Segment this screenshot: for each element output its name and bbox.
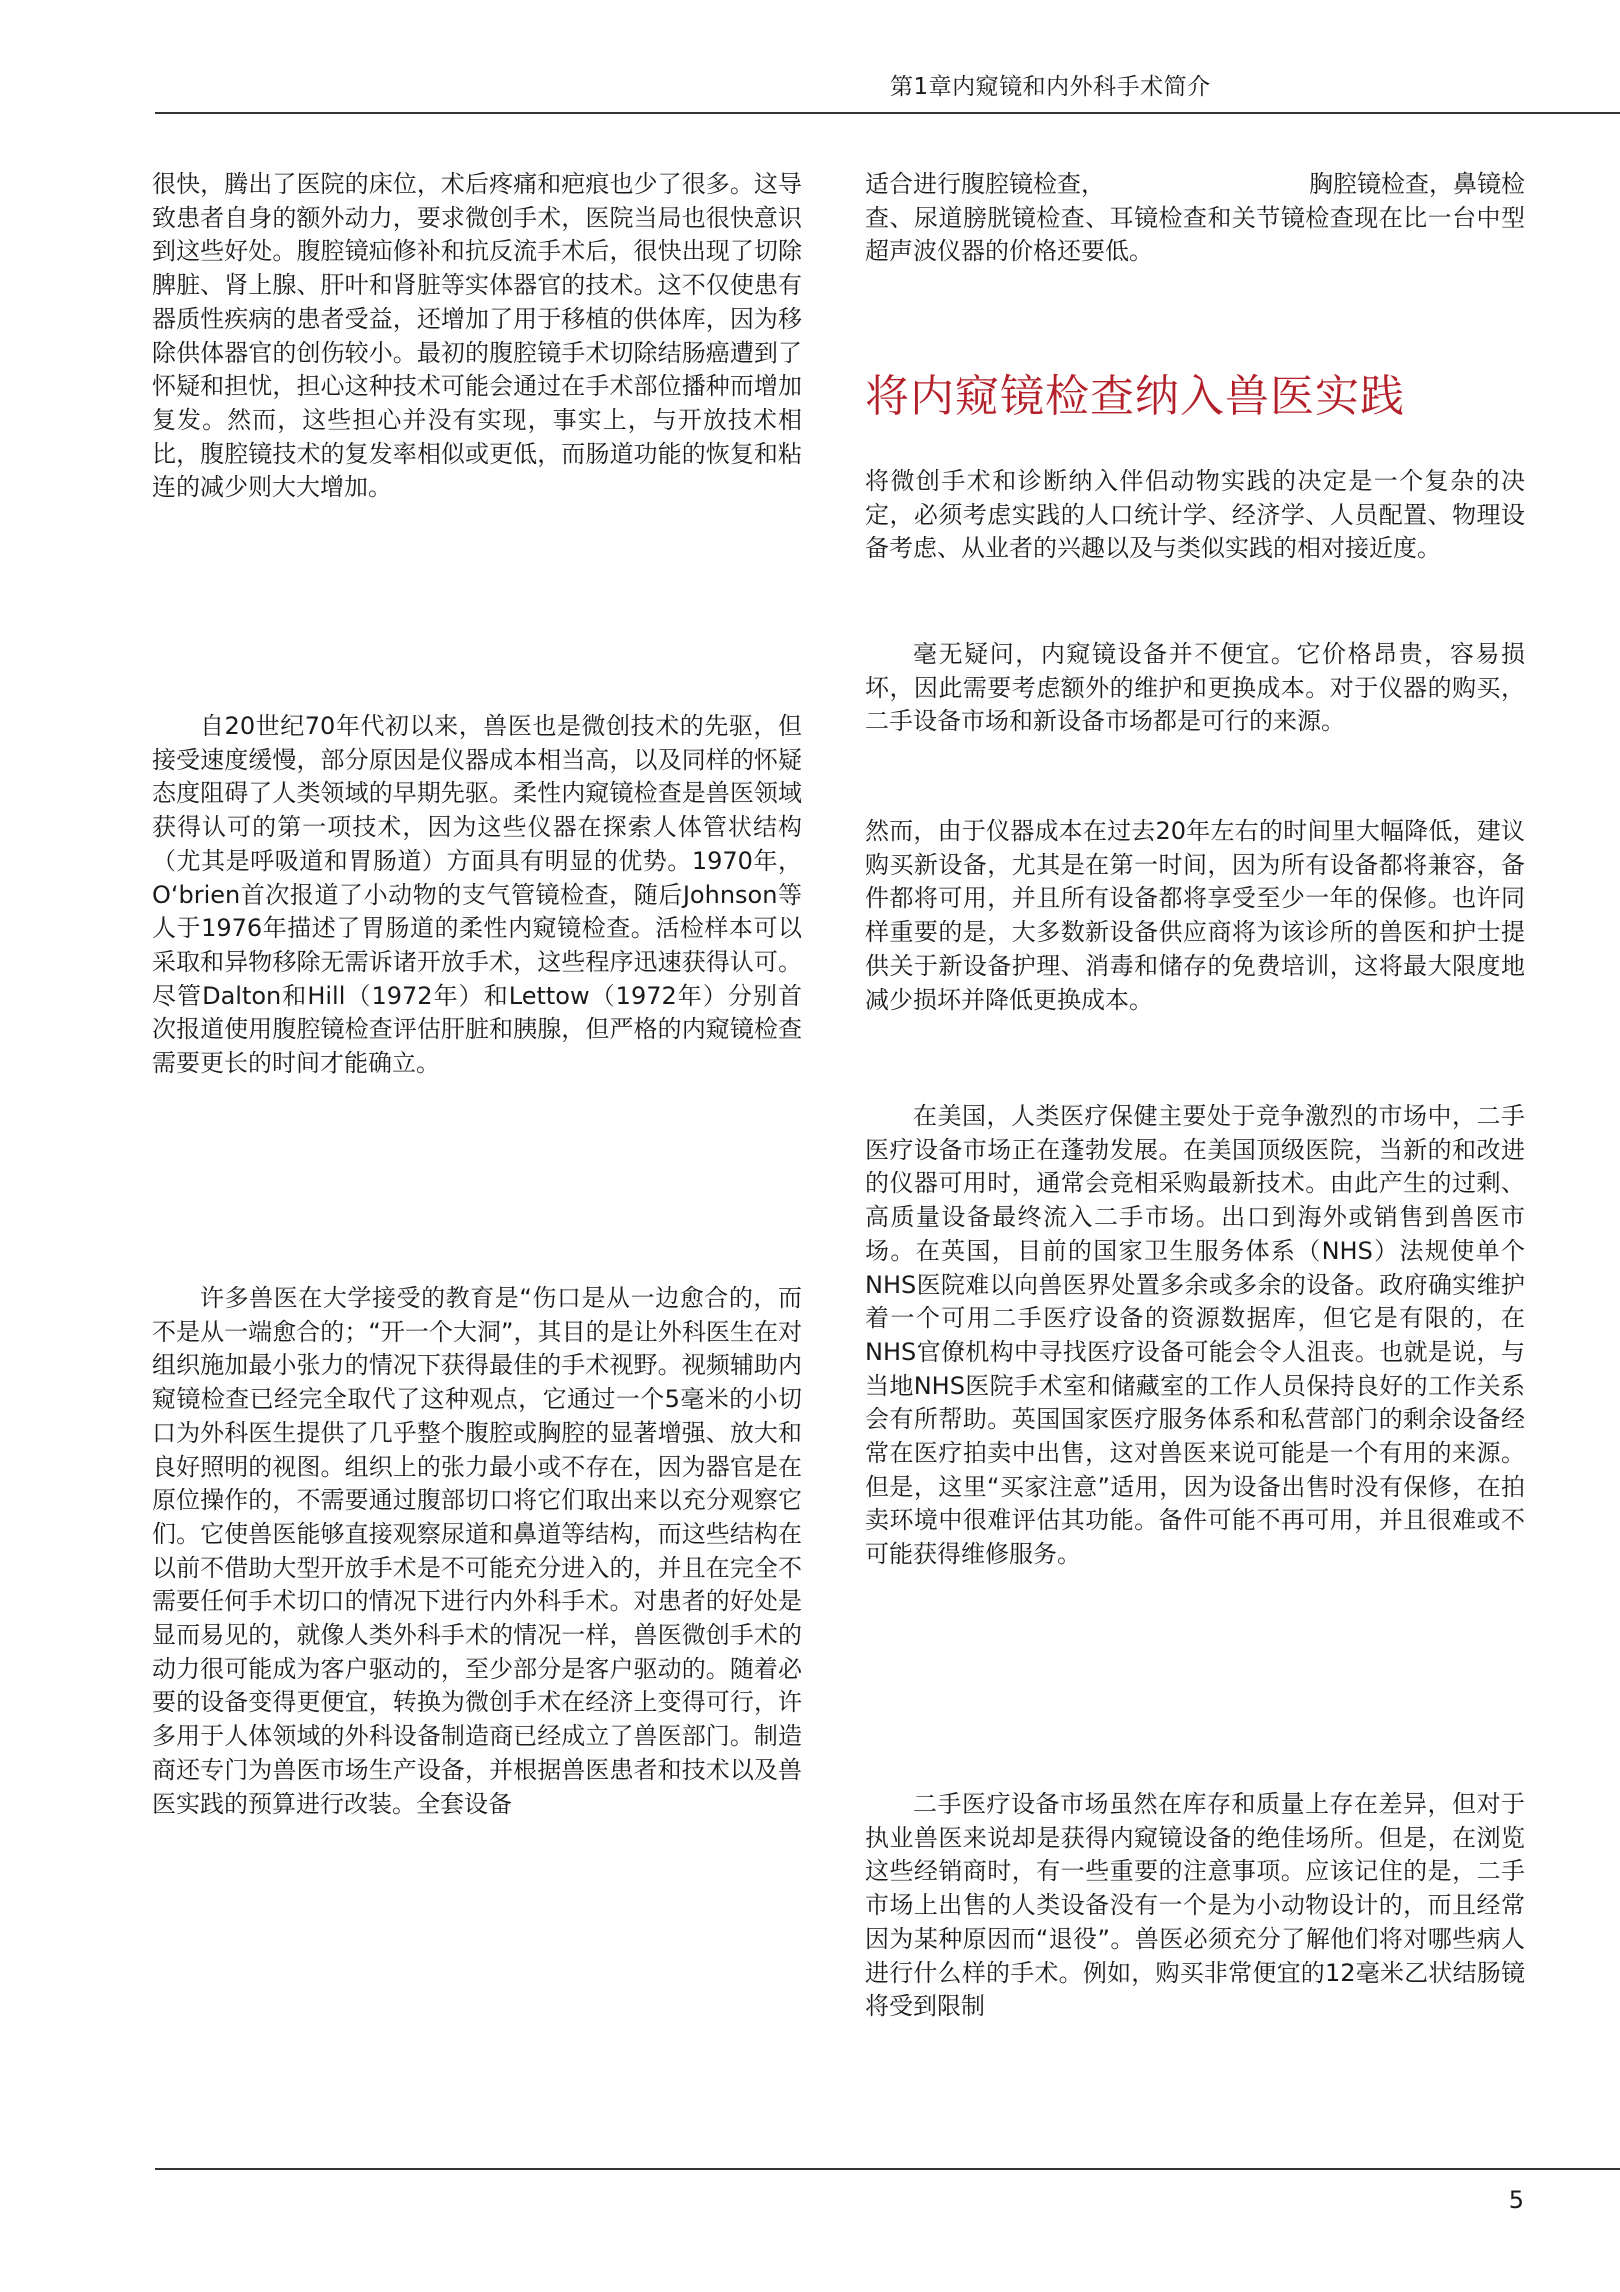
right-paragraph-4: 在美国，人类医疗保健主要处于竞争激烈的市场中，二手医疗设备市场正在蓬勃发展。在美国顶级医院，当新的和改进的仪器可用时，通常会竞相采购最新技术。由此产生的过剩、高质量设备最终流入二手市场。出口到海外或销售到兽医市场。在英国，目前的国家卫生服务体系（NHS）法规使单个NHS医院难以向兽医界处置多余或多余的设备。政府确实维护着一个可用二手医疗设备的资源数据库，但它是有限的，在NHS官僚机构中寻找医疗设备可能会令人沮丧。也就是说，与当地NHS医院手术室和储藏室的工作人员保持良好的工作关系会有所帮助。英国国家医疗服务体系和私营部门的剩余设备经常在医疗拍卖中出售，这对兽医来说可能是一个有用的来源。但是，这里“买家注意”适用，因为设备出售时没有保修，在拍卖环境中很难评估其功能。备件可能不再可用，并且很难或不可能获得维修服务。 <box>865 1102 1525 1569</box>
left-paragraph-2: 自20世纪70年代初以来，兽医也是微创技术的先驱，但接受速度缓慢，部分原因是仪器成本相当高，以及同样的怀疑态度阻碍了人类领域的早期先驱。柔性内窥镜检查是兽医领域获得认可的第一项技术，因为这些仪器在探索人体管状结构（尤其是呼吸道和胃肠道）方面具有明显的优势。1970年，O‘brien首次报道了小动物的支气管镜检查，随后Johnson等人于1976年描述了胃肠道的柔性内窥镜检查。活检样本可以采取和异物移除无需诉诸开放手术，这些程序迅速获得认可。尽管Dalton和Hill（1972年）和Lettow（1972年）分别首次报道使用腹腔镜检查评估肝脏和胰腺，但严格的内窥镜检查需要更长的时间才能确立。 <box>152 712 802 1078</box>
right-paragraph-5: 二手医疗设备市场虽然在库存和质量上存在差异，但对于执业兽医来说却是获得内窥镜设备的绝佳场所。但是，在浏览这些经销商时，有一些重要的注意事项。应该记住的是，二手市场上出售的人类设备没有一个是为小动物设计的，而且经常因为某种原因而“退役”。兽医必须充分了解他们将对哪些病人进行什么样的手术。例如，购买非常便宜的12毫米乙状结肠镜将受到限制 <box>865 1790 1525 2021</box>
header-rule <box>155 112 1620 114</box>
right-intro-paragraph: 适合进行腹腔镜检查， 胸腔镜检查，鼻镜检查、尿道膀胱镜检查、耳镜检查和关节镜检查现在比一台中型超声波仪器的价格还要低。 <box>865 170 1525 266</box>
right-paragraph-1: 将微创手术和诊断纳入伴侣动物实践的决定是一个复杂的决定，必须考虑实践的人口统计学、经济学、人员配置、物理设备考虑、从业者的兴趣以及与类似实践的相对接近度。 <box>865 467 1525 563</box>
section-title: 将内窥镜检查纳入兽医实践 <box>865 371 1405 422</box>
left-paragraph-1: 很快，腾出了医院的床位，术后疼痛和疤痕也少了很多。这导致患者自身的额外动力，要求微创手术，医院当局也很快意识到这些好处。腹腔镜疝修补和抗反流手术后，很快出现了切除脾脏、肾上腺、肝叶和肾脏等实体器官的技术。这不仅使患有器质性疾病的患者受益，还增加了用于移植的供体库，因为移除供体器官的创伤较小。最初的腹腔镜手术切除结肠癌遭到了怀疑和担忧，担心这种技术可能会通过在手术部位播种而增加复发。然而，这些担心并没有实现，事实上，与开放技术相比，腹腔镜技术的复发率相似或更低，而肠道功能的恢复和粘连的减少则大大增加。 <box>152 170 802 502</box>
left-paragraph-3: 许多兽医在大学接受的教育是“伤口是从一边愈合的，而不是从一端愈合的；“开一个大洞”，其目的是让外科医生在对组织施加最小张力的情况下获得最佳的手术视野。视频辅助内窥镜检查已经完全取代了这种观点，它通过一个5毫米的小切口为外科医生提供了几乎整个腹腔或胸腔的显著增强、放大和良好照明的视图。组织上的张力最小或不存在，因为器官是在原位操作的，不需要通过腹部切口将它们取出来以充分观察它们。它使兽医能够直接观察尿道和鼻道等结构，而这些结构在以前不借助大型开放手术是不可能充分进入的，并且在完全不需要任何手术切口的情况下进行内外科手术。对患者的好处是显而易见的，就像人类外科手术的情况一样，兽医微创手术的动力很可能成为客户驱动的，至少部分是客户驱动的。随着必要的设备变得更便宜，转换为微创手术在经济上变得可行，许多用于人体领域的外科设备制造商已经成立了兽医部门。制造商还专门为兽医市场生产设备，并根据兽医患者和技术以及兽医实践的预算进行改装。全套设备 <box>152 1284 802 1818</box>
right-paragraph-3: 然而，由于仪器成本在过去20年左右的时间里大幅降低，建议购买新设备，尤其是在第一时间，因为所有设备都将兼容，备件都将可用，并且所有设备都将享受至少一年的保修。也许同样重要的是，大多数新设备供应商将为该诊所的兽医和护士提供关于新设备护理、消毒和储存的免费培训，这将最大限度地减少损坏并降低更换成本。 <box>865 817 1525 1014</box>
running-header: 第1章内窥镜和内外科手术简介 <box>890 74 1211 100</box>
page-number: 5 <box>1508 2186 1524 2214</box>
right-paragraph-2: 毫无疑问，内窥镜设备并不便宜。它价格昂贵，容易损坏，因此需要考虑额外的维护和更换成本。对于仪器的购买，二手设备市场和新设备市场都是可行的来源。 <box>865 640 1525 736</box>
footer-rule <box>155 2168 1620 2170</box>
